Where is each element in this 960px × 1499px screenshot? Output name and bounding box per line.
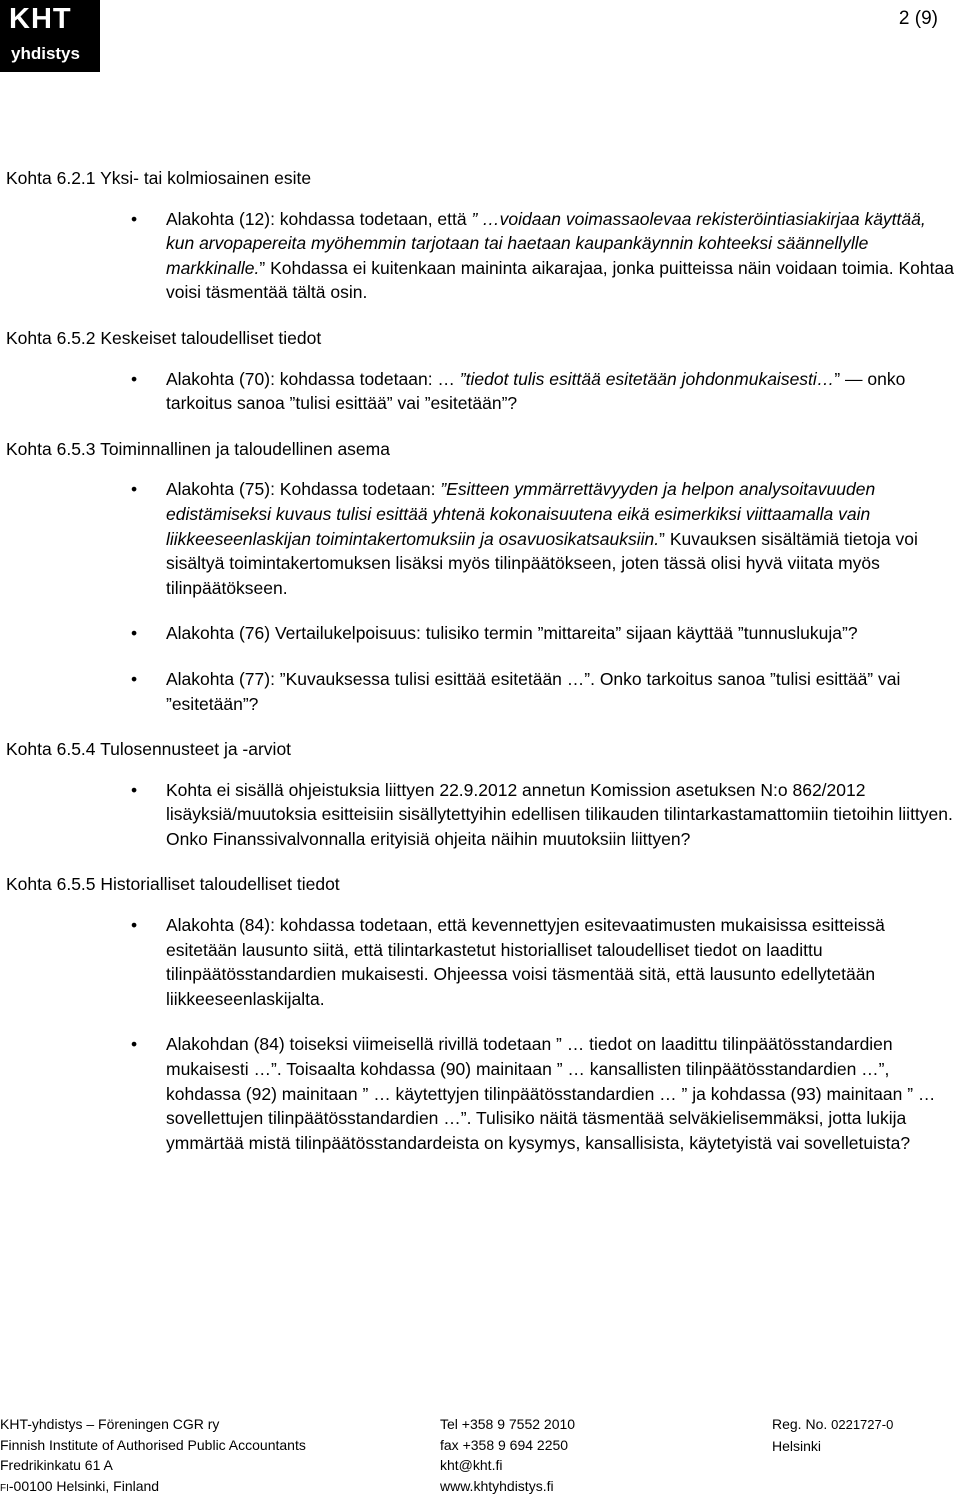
footer-fax: fax +358 9 694 2250 — [440, 1435, 575, 1456]
bullet-list — [6, 477, 956, 716]
text-segment: Alakohdan (84) toiseksi viimeisellä rivillä todetaan ” … tiedot on laadittu tilinpäätösstandardien mukaisesti …”. Toisaalta kohdassa (90) mainitaan ” … kansallisten tilinpäätösstandardien …”, kohdassa (92) mainitaan ” … käytettyjen tilinpäätösstandardien … ” ja kohdassa (93) mainitaan ” … sovellettujen tilinpäätösstandardien …”. Tulisiko näitä täsmentää selväkielisemmäksi, jotta lukija ymmärtää mistä tilinpäätösstandardeista on kysymys, kansallisista, käytetyistä vai sovelletuista? — [166, 1034, 935, 1152]
bullet-icon: • — [131, 621, 137, 646]
text-segment: Alakohta (70): kohdassa todetaan: … — [166, 369, 460, 389]
text-segment: ” Kohdassa ei kuitenkaan maininta aikarajaa, jonka puitteissa näin voidaan toimia. Kohtaa voisi täsmentää tältä osin. — [166, 258, 954, 303]
list-item — [6, 477, 956, 600]
section-heading: Kohta 6.2.1 Yksi- tai kolmiosainen esite — [6, 166, 956, 191]
footer-street: Fredrikinkatu 61 A — [0, 1455, 306, 1476]
list-item — [6, 621, 956, 646]
footer-org-english: Finnish Institute of Authorised Public Accountants — [0, 1435, 306, 1456]
text-segment: Alakohta (12): kohdassa todetaan, että — [166, 209, 471, 229]
quoted-text: ” …voidaan voimassaolevaa rekisteröintiasiakirjaa käyttää, kun arvopapereita myöhemmin tarjotaan tai haetaan kaupankäynnin kohteeksi säännellylle markkinalle. — [166, 209, 926, 278]
bullet-icon: • — [131, 477, 137, 502]
section-heading: Kohta 6.5.5 Historialliset taloudelliset tiedot — [6, 872, 956, 897]
footer-postal: FI-00100 Helsinki, Finland — [0, 1476, 306, 1499]
section-heading: Kohta 6.5.2 Keskeiset taloudelliset tiedot — [6, 326, 956, 351]
page-number: 2 (9) — [899, 8, 938, 30]
footer-organization — [0, 1414, 306, 1499]
text-segment: Alakohta (84): kohdassa todetaan, että kevennettyjen esitevaatimusten mukaisissa esitteissä esitetään lausunto siitä, että tilintarkastetut historialliset taloudelliset tiedot on laadittu tilinpäätösstandardien mukaisesti. Ohjeessa voisi täsmentää sitä, että lausunto edellytetään liikkeeseenlaskijalta. — [166, 915, 885, 1009]
list-item — [6, 207, 956, 305]
logo-text-kht: KHT — [9, 3, 72, 36]
footer-registration — [772, 1414, 893, 1456]
text-segment: ” Kuvauksen sisältämiä tietoja voi sisältyä toimintakertomuksen lisäksi myös tilinpäätökseen, joten tässä olisi hyvä viitata myös tilinpäätökseen. — [166, 529, 918, 598]
bullet-list — [6, 367, 956, 416]
bullet-icon: • — [131, 667, 137, 692]
bullet-icon: • — [131, 913, 137, 938]
list-item — [6, 667, 956, 716]
footer-email[interactable]: kht@kht.fi — [440, 1455, 575, 1476]
list-item — [6, 367, 956, 416]
bullet-icon: • — [131, 778, 137, 803]
quoted-text: ”tiedot tulis esittää esitetään johdonmukaisesti… — [460, 369, 835, 389]
text-segment: Alakohta (77): ”Kuvauksessa tulisi esittää esitetään …”. Onko tarkoitus sanoa ”tulisi esittää” vai ”esitetään”? — [166, 669, 900, 714]
bullet-icon: • — [131, 207, 137, 232]
bullet-icon: • — [131, 367, 137, 392]
list-item — [6, 913, 956, 1011]
list-item — [6, 1032, 956, 1155]
document-body — [6, 166, 956, 1176]
footer-org-name: KHT-yhdistys – Föreningen CGR ry — [0, 1414, 306, 1435]
text-segment: Alakohta (76) Vertailukelpoisuus: tulisiko termin ”mittareita” sijaan käyttää ”tunnuslukuja”? — [166, 623, 858, 643]
footer-city: Helsinki — [772, 1436, 893, 1457]
footer-phone: Tel +358 9 7552 2010 — [440, 1414, 575, 1435]
bullet-list — [6, 207, 956, 305]
bullet-list — [6, 778, 956, 852]
logo-text-yhdistys: yhdistys — [11, 44, 80, 64]
footer-reg-no: Reg. No. 0221727-0 — [772, 1414, 893, 1436]
list-item — [6, 778, 956, 852]
section-heading: Kohta 6.5.4 Tulosennusteet ja -arviot — [6, 737, 956, 762]
section-heading: Kohta 6.5.3 Toiminnallinen ja taloudellinen asema — [6, 437, 956, 462]
text-segment: Alakohta (75): Kohdassa todetaan: — [166, 479, 440, 499]
footer-website[interactable]: www.khtyhdistys.fi — [440, 1476, 575, 1497]
quoted-text: ”Esitteen ymmärrettävyyden ja helpon analysoitavuuden edistämiseksi kuvaus tulisi esittää yhtenä kokonaisuutena eikä esimerkiksi viittaamalla vain liikkeeseenlaskijan toimintakertomuksiin ja osavuosikatsauksiin. — [166, 479, 875, 548]
bullet-icon: • — [131, 1032, 137, 1057]
bullet-list — [6, 913, 956, 1155]
text-segment: ” — onko tarkoitus sanoa ”tulisi esittää” vai ”esitetään”? — [166, 369, 905, 414]
footer-contact — [440, 1414, 575, 1496]
text-segment: Kohta ei sisällä ohjeistuksia liittyen 22.9.2012 annetun Komission asetuksen N:o 862/2012 lisäyksiä/muutoksia esitteisiin sisällytettyihin edellisen tilikauden tilintarkastamattomiin tietoihin liittyen. Onko Finanssivalvonnalla erityisiä ohjeita näihin muutoksiin liittyen? — [166, 780, 953, 849]
kht-logo — [0, 0, 100, 72]
